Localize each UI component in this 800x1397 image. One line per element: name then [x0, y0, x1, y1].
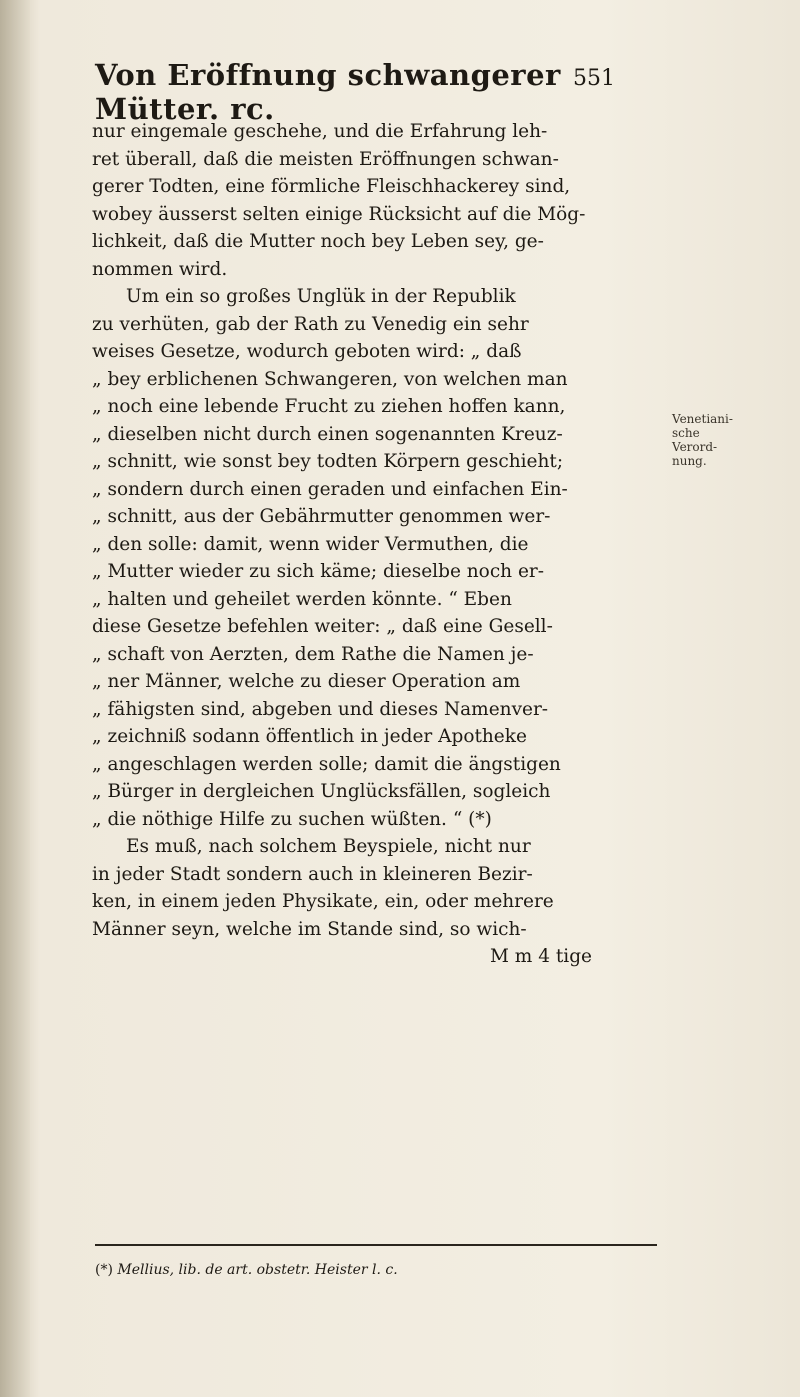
text-line: „ sondern durch einen geraden und einfachen Ein- — [92, 478, 568, 500]
text-line: „ halten und geheilet werden könnte. “ Eben — [92, 588, 512, 610]
page-spine-shadow — [0, 0, 30, 1397]
text-line: diese Gesetze befehlen weiter: „ daß eine Gesell- — [92, 616, 553, 637]
text-line: „ noch eine lebende Frucht zu ziehen hoffen kann, — [92, 396, 566, 417]
text-line: „ den solle: damit, wenn wider Vermuthen, die — [92, 533, 529, 555]
text-line: „ ner Männer, welche zu dieser Operation am — [92, 671, 521, 692]
running-head: Von Eröffnung schwangerer Mütter. rc. — [95, 58, 561, 126]
footnote-divider — [95, 1244, 657, 1246]
text-line: „ Bürger in dergleichen Unglücksfällen, sogleich — [92, 781, 551, 802]
text-line: „ schnitt, wie sonst bey todten Körpern geschieht; — [92, 451, 564, 472]
text-line: „ zeichniß sodann öffentlich in jeder Apotheke — [92, 726, 527, 747]
text-line: „ dieselben nicht durch einen sogenannten Kreuz- — [92, 423, 563, 445]
text-line: weises Gesetze, wodurch geboten wird: „ daß — [92, 341, 522, 362]
text-line: „ bey erblichenen Schwangeren, von welchen man — [92, 368, 568, 390]
text-line: „ schnitt, aus der Gebährmutter genommen wer- — [92, 506, 551, 527]
margin-note: Venetiani-sche Verord-nung. — [672, 412, 733, 468]
text-line: „ fähigsten sind, abgeben und dieses Namenver- — [92, 698, 549, 720]
text-line: Es muß, nach solchem Beyspiele, nicht nur — [126, 836, 531, 857]
footnote — [95, 1262, 655, 1278]
text-line: Um ein so großes Unglük in der Republik — [126, 286, 516, 307]
text-line: „ die nöthige Hilfe zu suchen wüßten. “ (*) — [92, 808, 492, 830]
footnote-text: Mellius, lib. de art. obstetr. Heister l. c. — [117, 1262, 398, 1278]
text-line: zu verhüten, gab der Rath zu Venedig ein sehr — [92, 313, 529, 335]
text-line: gerer Todten, eine förmliche Fleischhackerey sind, — [92, 176, 571, 197]
text-line: Männer seyn, welche im Stande sind, so wich- — [92, 918, 527, 940]
footnote-mark: (*) — [95, 1262, 113, 1278]
signature-catchword-line: M m 4 tige — [489, 946, 592, 967]
text-line: „ schaft von Aerzten, dem Rathe die Namen je- — [92, 643, 534, 665]
text-line: „ angeschlagen werden solle; damit die ängstigen — [92, 753, 561, 775]
text-line: nommen wird. — [92, 258, 228, 280]
text-line: ken, in einem jeden Physikate, ein, oder mehrere — [92, 891, 554, 912]
text-line: wobey äusserst selten einige Rücksicht auf die Mög- — [92, 203, 586, 225]
text-line: nur eingemale geschehe, und die Erfahrung leh- — [92, 121, 548, 142]
text-line: lichkeit, daß die Mutter noch bey Leben sey, ge- — [92, 231, 544, 252]
text-line: ret überall, daß die meisten Eröffnungen schwan- — [92, 148, 559, 170]
page-number: 551 — [573, 66, 615, 91]
text-line: „ Mutter wieder zu sich käme; dieselbe noch er- — [92, 561, 545, 582]
page-header — [95, 58, 615, 126]
text-line: in jeder Stadt sondern auch in kleineren Bezir- — [92, 863, 533, 885]
body-text — [92, 118, 652, 971]
